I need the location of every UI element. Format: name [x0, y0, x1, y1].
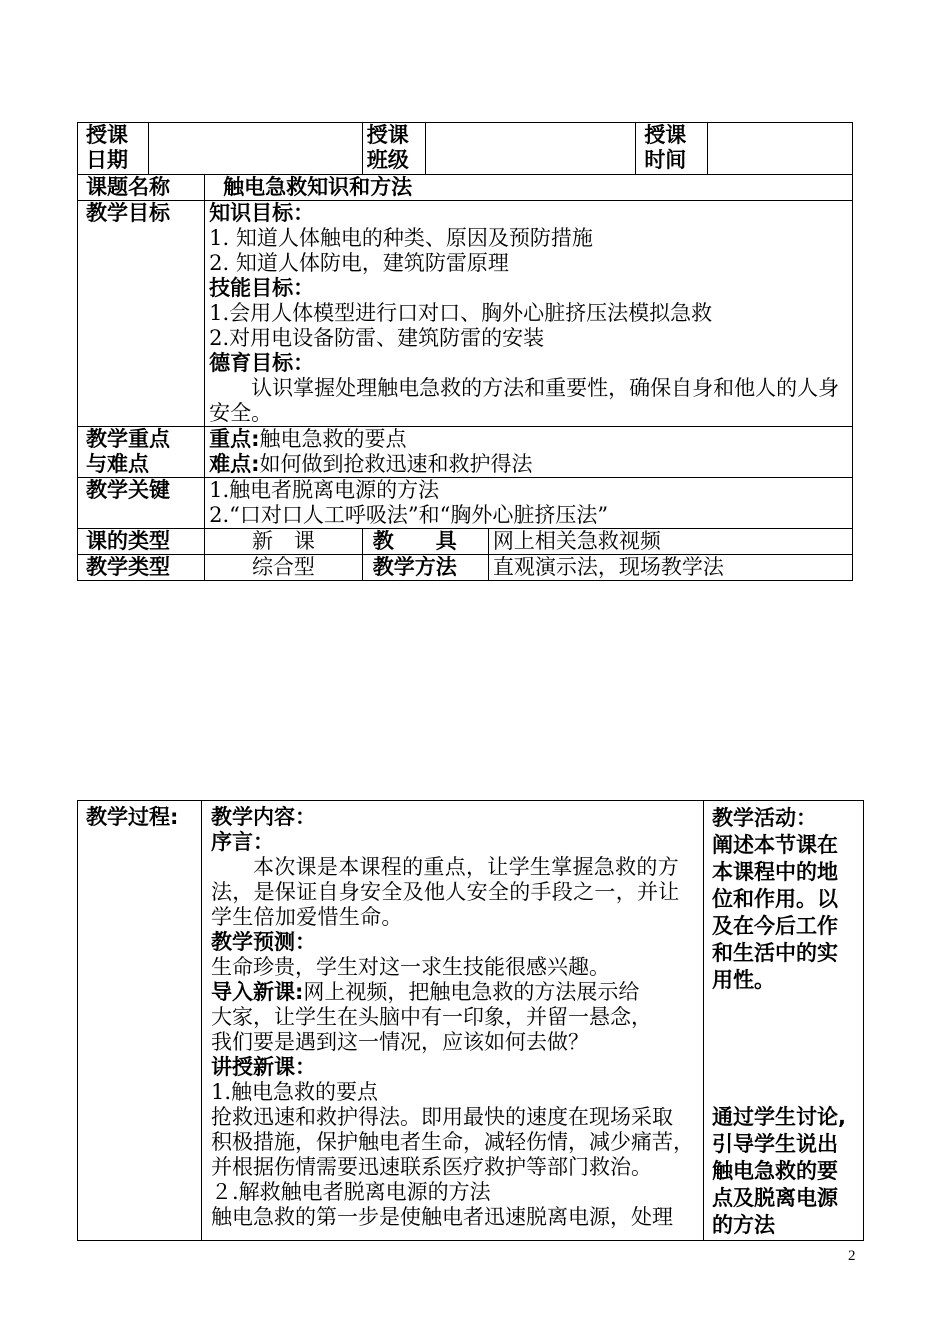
knowledge-item: 1. 知道人体触电的种类、原因及预防措施	[209, 226, 593, 250]
key-content: 1.触电者脱离电源的方法 2.“口对口人工呼吸法”和“胸外心脏挤压法”	[205, 478, 853, 529]
knowledge-item: 2. 知道人体防电，建筑防雷原理	[209, 251, 509, 275]
topic-label: 课题名称	[78, 175, 205, 201]
class-value	[425, 123, 636, 175]
process-content: 教学内容： 序言： 本次课是本课程的重点，让学生掌握急救的方法，是保证自身安全及他人安全的手段之一，并让学生倍加爱惜生命。 教学预测： 生命珍贵，学生对这一求生技能很感兴趣。 导入新课:网上视频，把触电急救的方法展示给 大家，让学生在头脑中有一印象，并留一悬念， 我们要是遇到这一情况，应该如何去做？ 讲授新课： 1.触电急救的要点 抢救迅速和救护得法。即用最快的速度在现场采取 积极措施，保护触电者生命，减轻伤情，减少痛苦， 并根据伤情需要迅速联系医疗救护等部门救治。 ２.解救触电者脱离电源的方法 触电急救的第一步是使触电者迅速脱离电源，处理	[202, 801, 704, 1241]
teaching-process-table	[77, 800, 864, 1241]
goals-content	[205, 201, 853, 427]
lesson-info-table	[77, 122, 853, 581]
method-label: 教学方法	[362, 555, 488, 581]
class-label: 授课 班级	[362, 123, 425, 175]
topic-value: 触电急救知识和方法	[205, 175, 853, 201]
skill-item: 2.对用电设备防雷、建筑防雷的安装	[209, 326, 545, 350]
date-label: 授课 日期	[78, 123, 149, 175]
date-value	[149, 123, 363, 175]
point2-title: ２.解救触电者脱离电源的方法	[211, 1180, 491, 1204]
predict-heading: 教学预测：	[211, 930, 316, 954]
skill-item: 1.会用人体模型进行口对口、胸外心脏挤压法模拟急救	[209, 301, 713, 325]
time-label: 授课 时间	[636, 123, 707, 175]
keypoint-label: 教学重点 与难点	[78, 427, 205, 478]
lesson-type-value: 新 课	[205, 529, 363, 555]
content-heading: 教学内容：	[211, 805, 316, 829]
activity-content: 教学活动： 阐述本节课在 本课程中的地 位和作用。以 及在今后工作 和生活中的实 用性。 通过学生讨论, 引导学生说出 触电急救的要 点及脱离电源 的方法	[704, 801, 864, 1241]
lesson-type-label: 课的类型	[78, 529, 205, 555]
method-value: 直观演示法，现场教学法	[488, 555, 852, 581]
time-value	[707, 123, 853, 175]
preface-text: 本次课是本课程的重点，让学生掌握急救的方法，是保证自身安全及他人安全的手段之一，并让学生倍加爱惜生命。	[211, 855, 680, 929]
moral-text: 认识掌握处理触电急救的方法和重要性，确保自身和他人的人身安全。	[209, 376, 840, 425]
predict-text: 生命珍贵，学生对这一求生技能很感兴趣。	[211, 955, 610, 979]
point1-title: 1.触电急救的要点	[211, 1080, 379, 1104]
teach-type-value: 综合型	[205, 555, 363, 581]
key-label: 教学关键	[78, 478, 205, 529]
process-label: 教学过程:	[78, 801, 202, 1241]
moral-heading: 德育目标：	[209, 351, 315, 375]
knowledge-heading: 知识目标：	[209, 201, 315, 225]
intro-heading: 导入新课:	[211, 980, 304, 1004]
teach-heading: 讲授新课：	[211, 1055, 316, 1079]
tools-value: 网上相关急救视频	[488, 529, 852, 555]
skill-heading: 技能目标：	[209, 276, 315, 300]
page-number: 2	[848, 1248, 856, 1264]
preface-heading: 序言：	[211, 830, 274, 854]
teach-type-label: 教学类型	[78, 555, 205, 581]
tools-label: 教 具	[362, 529, 488, 555]
activity-heading: 教学活动：	[712, 806, 817, 830]
keypoint-content: 重点:触电急救的要点 难点:如何做到抢救迅速和救护得法	[205, 427, 853, 478]
goals-label: 教学目标	[78, 201, 205, 427]
